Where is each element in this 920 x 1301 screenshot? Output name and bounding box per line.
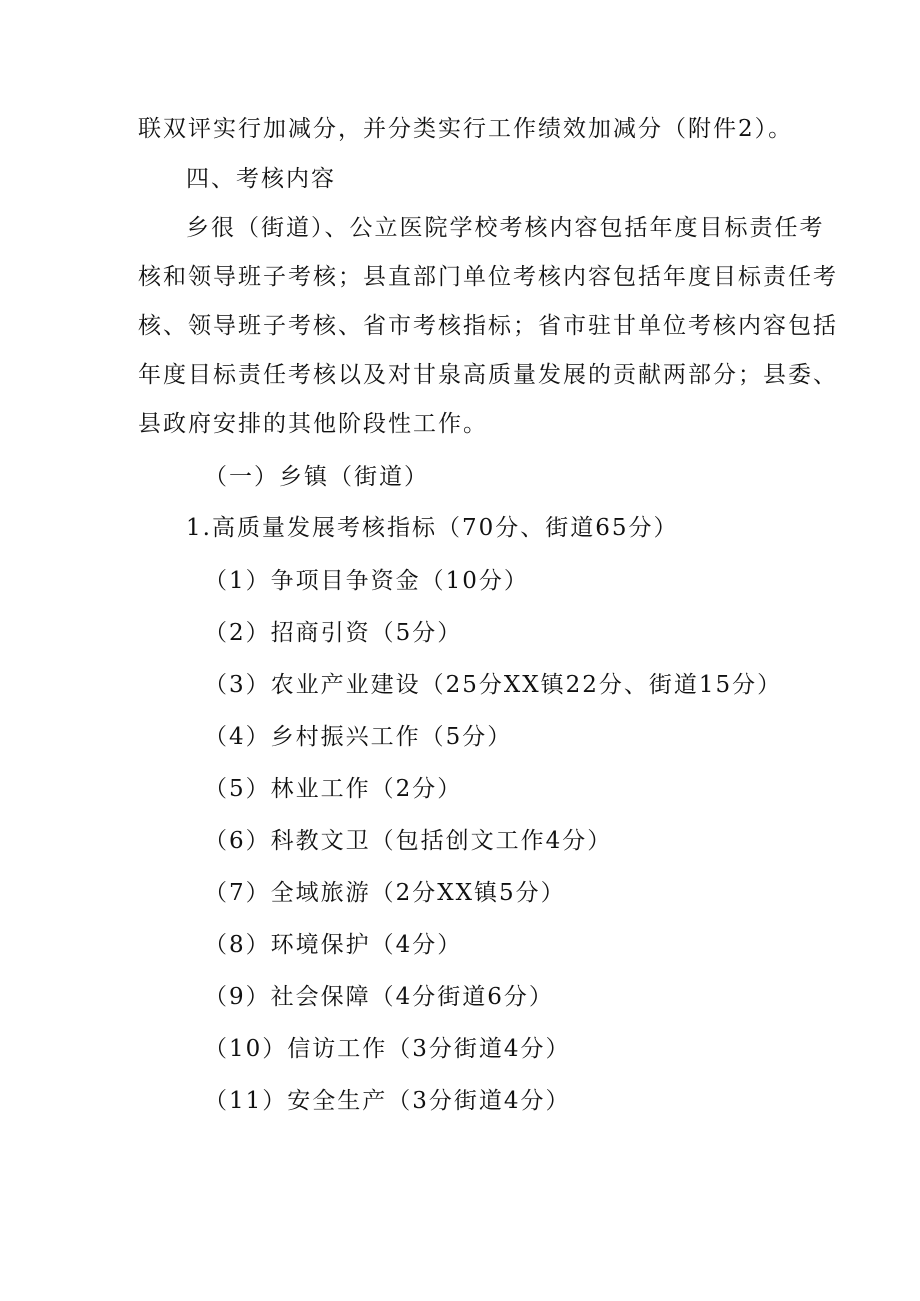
paragraph-line: 年度目标责任考核以及对甘泉高质量发展的贡献两部分；县委、 — [138, 362, 838, 388]
list-item: （6）科教文卫（包括创文工作4分） — [204, 828, 613, 854]
paragraph-line: 核和领导班子考核；县直部门单位考核内容包括年度目标责任考 — [138, 264, 838, 290]
section-heading: 四、考核内容 — [186, 166, 336, 192]
paragraph-line: 县政府安排的其他阶段性工作。 — [138, 411, 488, 437]
list-item: （2）招商引资（5分） — [204, 620, 463, 646]
list-item: （4）乡村振兴工作（5分） — [204, 724, 513, 750]
item-heading: 1.高质量发展考核指标（70分、街道65分） — [186, 515, 679, 541]
paragraph-line: 联双评实行加减分，并分类实行工作绩效加减分（附件2）。 — [138, 116, 794, 142]
list-item: （11）安全生产（3分街道4分） — [204, 1088, 571, 1114]
list-item: （9）社会保障（4分街道6分） — [204, 984, 554, 1010]
list-item: （7）全域旅游（2分XX镇5分） — [204, 880, 566, 906]
paragraph-line: 核、领导班子考核、省市考核指标；省市驻甘单位考核内容包括 — [138, 313, 838, 339]
list-item: （8）环境保护（4分） — [204, 932, 463, 958]
paragraph-line: 乡很（街道）、公立医院学校考核内容包括年度目标责任考 — [186, 215, 825, 241]
list-item: （1）争项目争资金（10分） — [204, 568, 529, 594]
subsection-heading: （一）乡镇（街道） — [204, 464, 429, 490]
list-item: （3）农业产业建设（25分XX镇22分、街道15分） — [204, 672, 783, 698]
list-item: （5）林业工作（2分） — [204, 776, 463, 802]
list-item: （10）信访工作（3分街道4分） — [204, 1036, 571, 1062]
